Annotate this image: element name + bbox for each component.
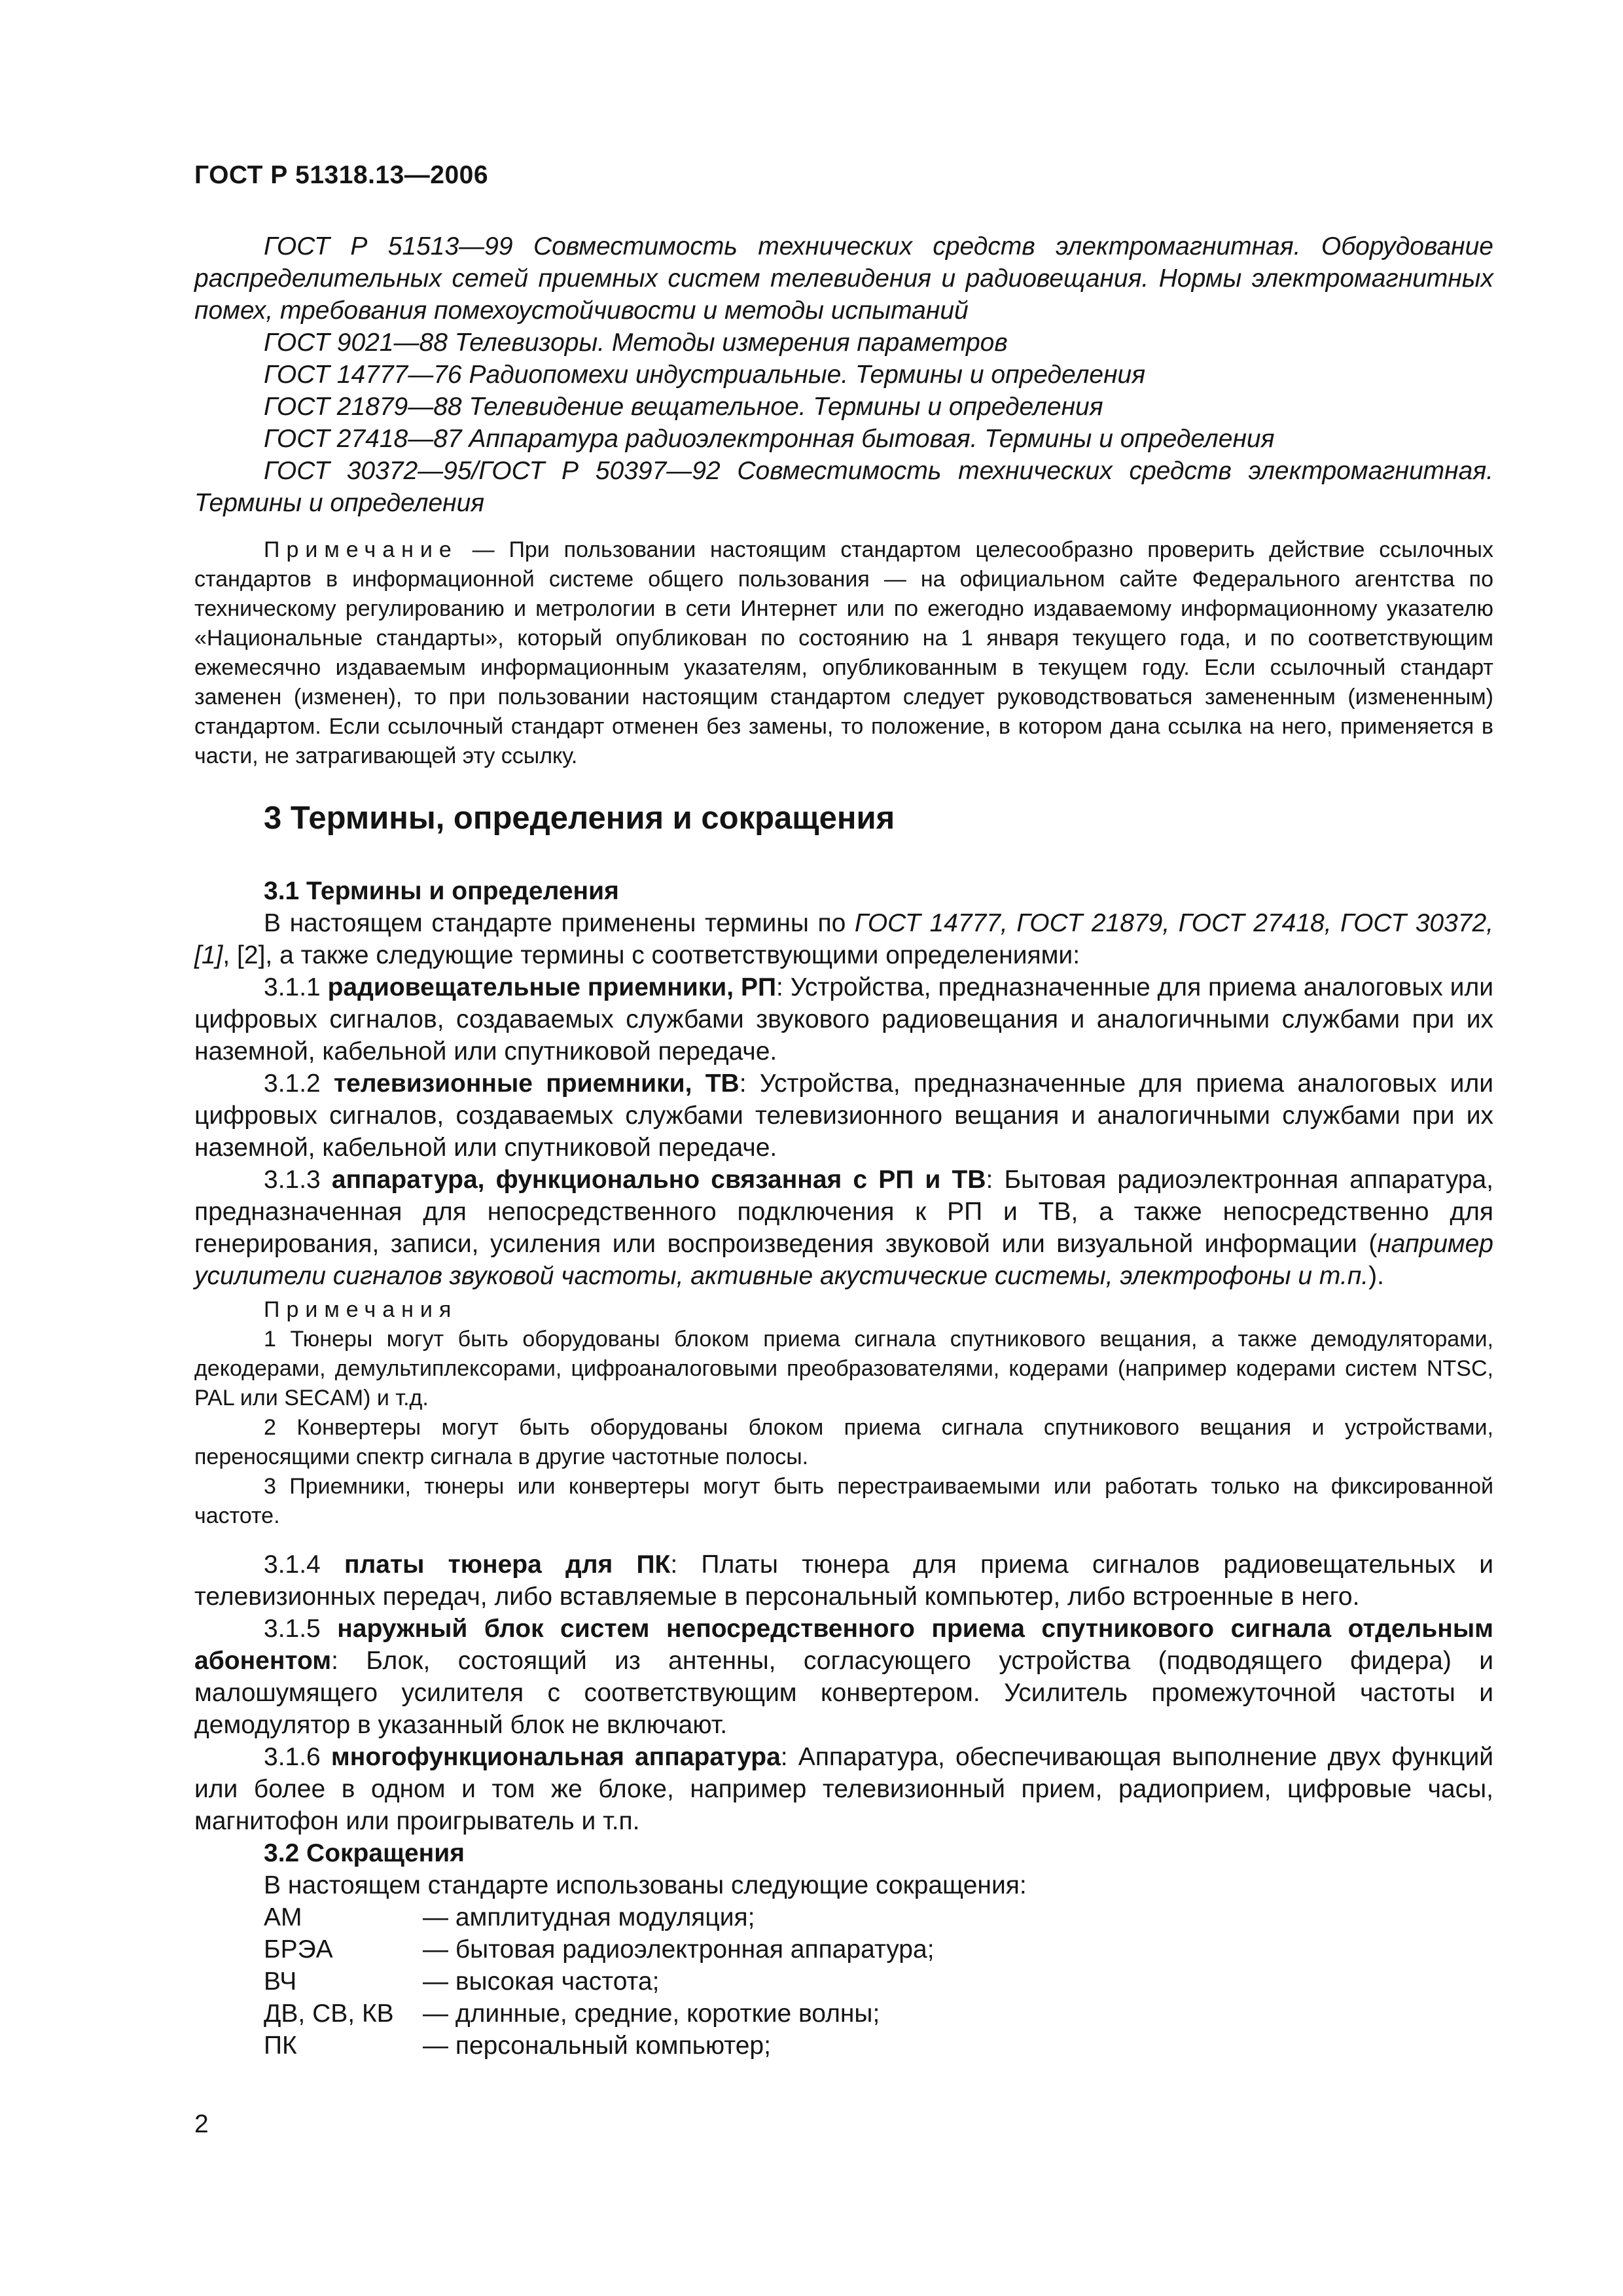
- reference-item: ГОСТ 9021—88 Телевизоры. Методы измерения параметров: [264, 329, 1008, 357]
- abbreviation-term: БРЭА: [264, 1935, 333, 1964]
- term-definition: 3.1.6 многофункциональная аппаратура: Аппаратура, обеспечивающая выполнение двух функций или более в одном и том же блоке, например телевизионный прием, радиоприем, цифровые часы, магнитофон или проигрыватель и т.п.: [194, 1743, 1494, 1835]
- term-name: аппаратура, функционально связанная с РП и ТВ: [331, 1166, 986, 1194]
- abbreviation-definition: — высокая частота;: [423, 1967, 660, 1996]
- abbreviation-definition: — длинные, средние, короткие волны;: [423, 2000, 880, 2028]
- abbreviations-intro: В настоящем стандарте использованы следующие сокращения:: [264, 1871, 1027, 1899]
- abbreviation-term: ПК: [264, 2032, 297, 2060]
- normative-references-list: [194, 230, 1493, 519]
- reference-item: ГОСТ 21879—88 Телевидение вещательное. Термины и определения: [264, 393, 1103, 421]
- note-item: 2 Конвертеры могут быть оборудованы блоком приема сигнала спутникового вещания и устройствами, переносящими спектр сигнала в другие частотные полосы.: [194, 1415, 1493, 1469]
- abbreviation-row: [264, 1901, 1493, 1933]
- subsection-title: 3.1 Термины и определения: [264, 877, 619, 905]
- reference-item: ГОСТ 30372—95/ГОСТ Р 50397—92 Совместимость технических средств электромагнитная. Термины и определения: [194, 457, 1493, 517]
- document-header: ГОСТ Р 51318.13—2006: [194, 161, 489, 189]
- term-definition: 3.1.3 аппаратура, функционально связанная с РП и ТВ: Бытовая радиоэлектронная аппаратура, предназначенная для непосредственного подключения к РП и ТВ, а также непосредственно для генерирования, записи, усиления или воспроизведения звуковой или визуальной информации (например усилители сигналов звуковой частоты, активные акустические системы, электрофоны и т.п.).: [194, 1166, 1493, 1290]
- notes-label: Примечания: [264, 1297, 458, 1322]
- term-name: радиовещательные приемники, РП: [327, 973, 777, 1001]
- reference-item: ГОСТ Р 51513—99 Совместимость технических средств электромагнитная. Оборудование распределительных сетей приемных систем телевидения и радиовещания. Нормы электромагнитных помех, требования помехоустойчивости и методы испытаний: [194, 232, 1493, 325]
- term-name: наружный блок систем непосредственного приема спутникового сигнала отдельным абонентом: [194, 1615, 1493, 1675]
- note-text: — При пользовании настоящим стандартом целесообразно проверить действие ссылочных стандартов в информационной системе общего пользования — на официальном сайте Федерального агентства по техническому регулированию и метрологии в сети Интернет или по ежегодно издаваемому информационному указателю «Национальные стандарты», который опубликован по состоянию на 1 января текущего года, и по соответствующим ежемесячно издаваемым информационным указателям, опубликованным в текущем году. Если ссылочный стандарт заменен (изменен), то при пользовании настоящим стандартом следует руководствоваться замененным (измененным) стандартом. Если ссылочный стандарт отменен без замены, то положение, в котором дана ссылка на него, применяется в части, не затрагивающей эту ссылку.: [194, 537, 1493, 768]
- abbreviation-row: [264, 1933, 1493, 1965]
- term-name: телевизионные приемники, ТВ: [334, 1069, 740, 1098]
- abbreviation-row: [264, 1965, 1493, 1998]
- subsection-title: 3.2 Сокращения: [264, 1839, 465, 1867]
- terms-intro: В настоящем стандарте применены термины по ГОСТ 14777, ГОСТ 21879, ГОСТ 27418, ГОСТ 30372, [1], [2], а также следующие термины с соответствующими определениями:: [194, 909, 1493, 969]
- abbreviation-definition: — бытовая радиоэлектронная аппаратура;: [423, 1935, 935, 1964]
- abbreviation-term: АМ: [264, 1903, 302, 1931]
- intro-standard-refs: ГОСТ 14777, ГОСТ 21879, ГОСТ 27418, ГОСТ 30372, [1]: [194, 909, 1493, 969]
- references-note: [194, 535, 1493, 771]
- term-example: например усилители сигналов звуковой частоты, активные акустические системы, электрофоны и т.п.: [194, 1230, 1493, 1290]
- term-definition: 3.1.2 телевизионные приемники, ТВ: Устройства, предназначенные для приема аналоговых или цифровых сигналов, создаваемых службами телевизионного вещания и аналогичными службами при их наземной, кабельной или спутниковой передаче.: [194, 1069, 1494, 1162]
- terms-section-part2: [194, 1549, 1493, 2062]
- abbreviation-term: ДВ, СВ, КВ: [264, 2000, 394, 2028]
- term-name: многофункциональная аппаратура: [330, 1743, 781, 1771]
- term-definition: 3.1.5 наружный блок систем непосредственного приема спутникового сигнала отдельным абонентом: Блок, состоящий из антенны, согласующего устройства (подводящего фидера) и малошумящего усилителя с соответствующим конвертером. Усилитель промежуточной частоты и демодулятор в указанный блок не включают.: [194, 1615, 1493, 1739]
- note-item: 3 Приемники, тюнеры или конвертеры могут быть перестраиваемыми или работать только на фиксированной частоте.: [194, 1474, 1493, 1528]
- abbreviation-definition: — персональный компьютер;: [423, 2032, 771, 2060]
- reference-item: ГОСТ 27418—87 Аппаратура радиоэлектронная бытовая. Термины и определения: [264, 425, 1275, 453]
- note-item: 1 Тюнеры могут быть оборудованы блоком приема сигнала спутникового вещания, а также демодуляторами, декодерами, демультиплексорами, цифроаналоговыми преобразователями, кодерами (например кодерами систем NTSC, PAL или SECAM) и т.д.: [194, 1327, 1493, 1410]
- terms-section-part1: [194, 875, 1493, 1292]
- term-definition: 3.1.1 радиовещательные приемники, РП: Устройства, предназначенные для приема аналоговых или цифровых сигналов, создаваемых службами звукового радиовещания и аналогичными службами при их наземной, кабельной или спутниковой передаче.: [194, 973, 1494, 1066]
- term-name: платы тюнера для ПК: [344, 1551, 671, 1579]
- abbreviation-definition: — амплитудная модуляция;: [423, 1903, 755, 1931]
- page-number: 2: [194, 2110, 209, 2138]
- note-label: Примечание: [264, 537, 458, 562]
- abbreviation-term: ВЧ: [264, 1967, 297, 1996]
- reference-item: ГОСТ 14777—76 Радиопомехи индустриальные. Термины и определения: [264, 361, 1146, 389]
- abbreviation-row: [264, 2030, 1493, 2062]
- section-title: 3 Термины, определения и сокращения: [264, 800, 895, 836]
- abbreviation-row: [264, 1998, 1493, 2030]
- term-definition: 3.1.4 платы тюнера для ПК: Платы тюнера для приема сигналов радиовещательных и телевизионных передач, либо вставляемые в персональный компьютер, либо встроенные в него.: [194, 1551, 1493, 1611]
- terms-notes: [194, 1295, 1493, 1531]
